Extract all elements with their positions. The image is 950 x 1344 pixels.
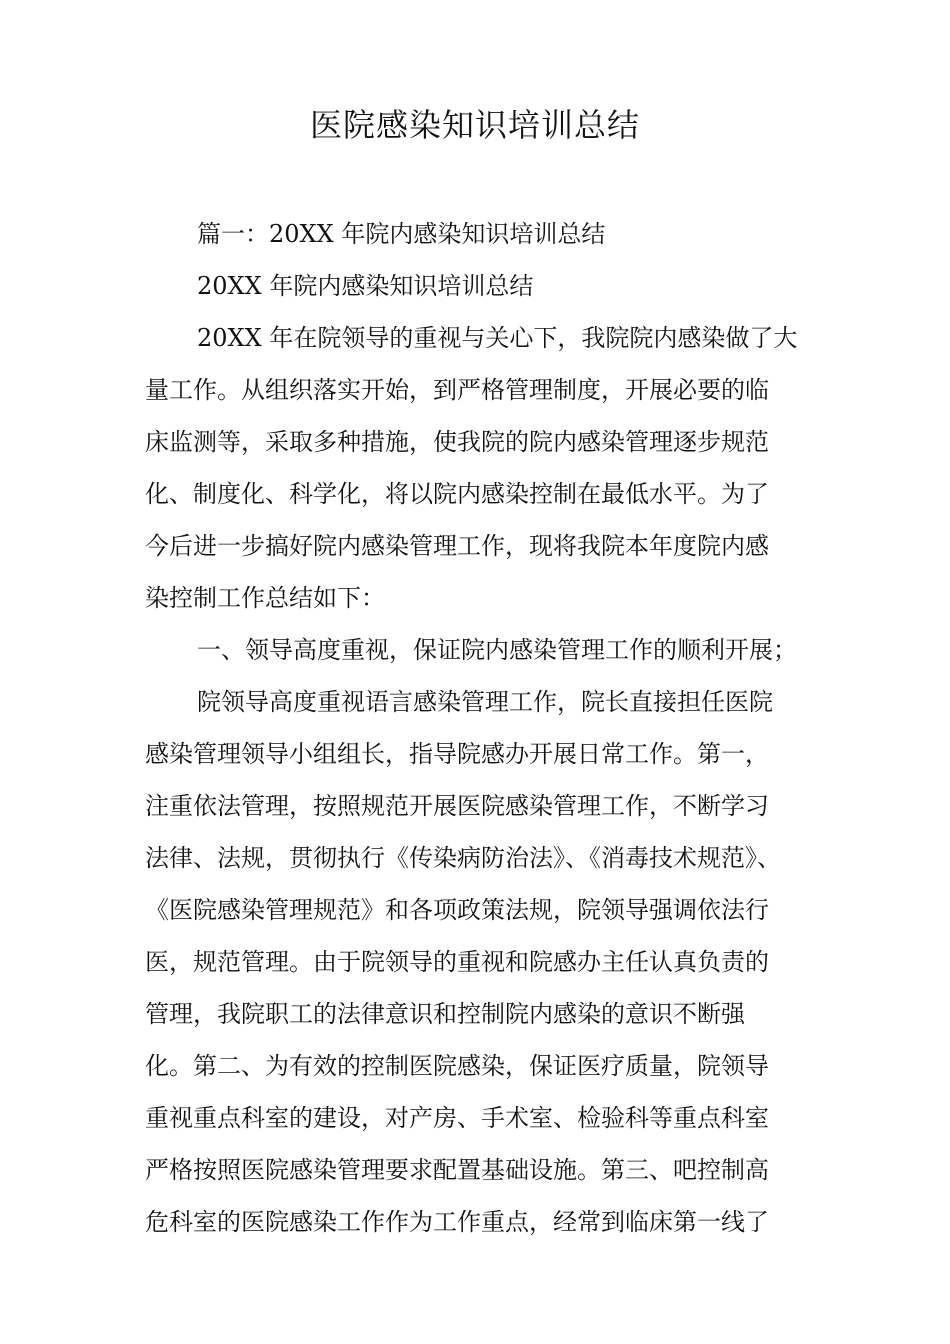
paragraph-line: 医，规范管理。由于院领导的重视和院感办主任认真负责的 — [145, 948, 769, 976]
paragraph-line: 危科室的医院感染工作作为工作重点，经常到临床第一线了 — [145, 1208, 769, 1236]
paragraph-line: 法律、法规，贯彻执行《传染病防治法》、《消毒技术规范》、 — [145, 844, 781, 872]
paragraph-line: 20XX 年在院领导的重视与关心下，我院院内感染做了大 — [197, 324, 798, 352]
paragraph-line: 染控制工作总结如下： — [145, 584, 385, 612]
paragraph-line: 注重依法管理，按照规范开展医院感染管理工作，不断学习 — [145, 792, 769, 820]
paragraph-line: 化、制度化、科学化，将以院内感染控制在最低水平。为了 — [145, 480, 769, 508]
document-title: 医院感染知识培训总结 — [309, 106, 640, 144]
paragraph-line: 管理，我院职工的法律意识和控制院内感染的意识不断强 — [145, 1000, 745, 1028]
paragraph-line: 《医院感染管理规范》和各项政策法规，院领导强调依法行 — [145, 896, 769, 924]
paragraph-line: 化。第二、为有效的控制医院感染，保证医疗质量，院领导 — [145, 1052, 769, 1080]
paragraph-line: 严格按照医院感染管理要求配置基础设施。第三、吧控制高 — [145, 1156, 769, 1184]
paragraph-line: 床监测等，采取多种措施，使我院的院内感染管理逐步规范 — [145, 428, 769, 456]
section-heading: 篇一：20XX 年院内感染知识培训总结 — [197, 220, 606, 248]
paragraph-line: 一、领导高度重视，保证院内感染管理工作的顺利开展； — [197, 636, 797, 664]
paragraph-line: 院领导高度重视语言感染管理工作，院长直接担任医院 — [197, 688, 773, 716]
paragraph-line: 今后进一步搞好院内感染管理工作，现将我院本年度院内感 — [145, 532, 769, 560]
subtitle-line: 20XX 年院内感染知识培训总结 — [197, 272, 534, 300]
paragraph-line: 感染管理领导小组组长，指导院感办开展日常工作。第一， — [145, 740, 769, 768]
paragraph-line: 量工作。从组织落实开始，到严格管理制度，开展必要的临 — [145, 376, 769, 404]
paragraph-line: 重视重点科室的建设，对产房、手术室、检验科等重点科室 — [145, 1104, 769, 1132]
document-body — [145, 208, 835, 1248]
